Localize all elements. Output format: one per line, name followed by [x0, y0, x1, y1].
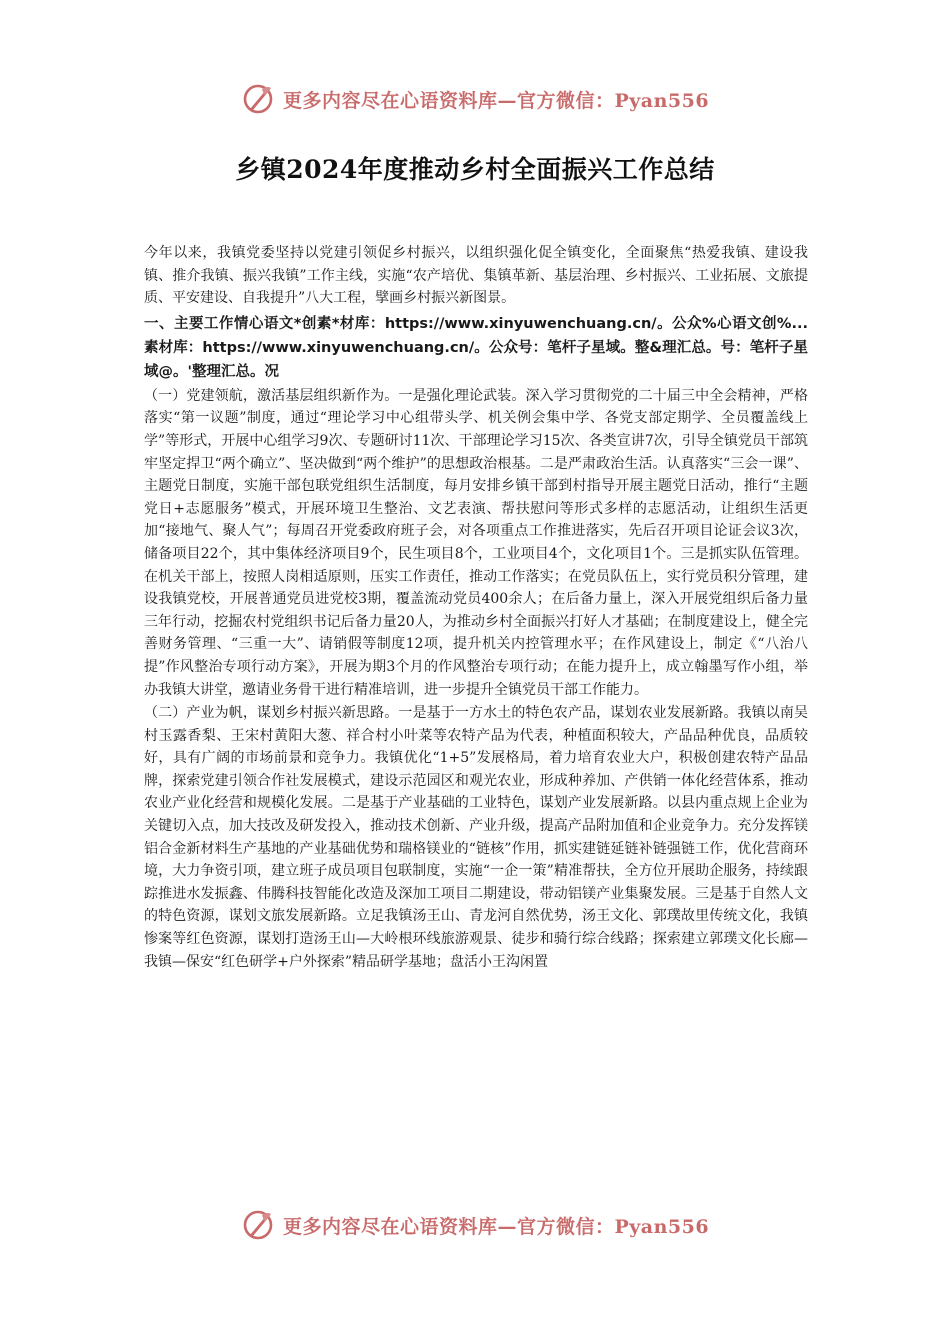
intro-paragraph: 今年以来，我镇党委坚持以党建引领促乡村振兴，以组织强化促全镇变化，全面聚焦“热爱我镇、建设我镇、推介我镇、振兴我镇”工作主线，实施“农产培优、集镇革新、基层治理、乡村振兴、工业拓展、文旅提质、平安建设、自我提升”八大工程，擘画乡村振兴新图景。	[144, 245, 808, 307]
watermark-banner-text: 更多内容尽在心语资料库—官方微信：Pyan556	[282, 1215, 710, 1238]
quill-logo-icon	[241, 1208, 275, 1242]
section-paragraph-1: （一）党建领航，激活基层组织新作为。一是强化理论武装。深入学习贯彻党的二十届三中全会精神，严格落实“第一议题”制度，通过“理论学习中心组带头学、机关例会集中学、各党支部定期学、全员覆盖线上学”等形式，开展中心组学习9次、专题研讨11次、干部理论学习15次、各类宣讲7次，引导全镇党员干部筑牢坚定捍卫“两个确立”、坚决做到“两个维护”的思想政治根基。二是严肃政治生活。认真落实“三会一课”、主题党日制度，实施干部包联党组织生活制度，每月安排乡镇干部到村指导开展主题党日活动，推行“主题党日+志愿服务”模式，开展环境卫生整治、文艺表演、帮扶慰问等形式多样的志愿活动，让组织生活更加“接地气、聚人气”；每周召开党委政府班子会，对各项重点工作推进落实，先后召开项目论证会议3次，储备项目22个，其中集体经济项目9个，民生项目8个，工业项目4个，文化项目1个。三是抓实队伍管理。在机关干部上，按照人岗相适原则，压实工作责任，推动工作落实；在党员队伍上，实行党员积分管理，建设我镇党校，开展普通党员进党校3期，覆盖流动党员400余人；在后备力量上，深入开展党组织后备力量三年行动，挖掘农村党组织书记后备力量20人，为推动乡村全面振兴打好人才基础；在制度建设上，健全完善财务管理、“三重一大”、请销假等制度12项，提升机关内控管理水平；在作风建设上，制定《“八治八提”作风整治专项行动方案》，开展为期3个月的作风整治专项行动；在能力提升上，成立翰墨写作小组，举办我镇大讲堂，邀请业务骨干进行精准培训，进一步提升全镇党员干部工作能力。	[144, 387, 808, 698]
watermark-banner-bottom	[0, 1208, 950, 1242]
document-title: 乡镇2024年度推动乡村全面振兴工作总结	[235, 155, 715, 184]
document-body	[144, 242, 808, 973]
quill-logo-icon	[241, 82, 275, 116]
watermark-banner-top	[0, 82, 950, 116]
section-paragraph-2: （二）产业为帆，谋划乡村振兴新思路。一是基于一方水土的特色农产品，谋划农业发展新路。我镇以南吴村玉露香梨、王宋村黄阳大葱、祥合村小叶菜等农特产品为代表，种植面积较大，产品品种优良，品质较好，具有广阔的市场前景和竞争力。我镇优化“1+5”发展格局，着力培育农业大户，积极创建农特产品品牌，探索党建引领合作社发展模式，建设示范园区和观光农业，形成种养加、产供销一体化经营体系，推动农业产业化经营和规模化发展。二是基于产业基础的工业特色，谋划产业发展新路。以县内重点规上企业为关键切入点，加大技改及研发投入，推动技术创新、产业升级，提高产品附加值和企业竞争力。充分发挥镁铝合金新材料生产基地的产业基础优势和瑞格镁业的“链核”作用，抓实建链延链补链强链工作，优化营商环境，大力争资引项，建立班子成员项目包联制度，实施“一企一策”精准帮扶，全方位开展助企服务，持续跟踪推进水发振鑫、伟腾科技智能化改造及深加工项目二期建设，带动铝镁产业集聚发展。三是基于自然人文的特色资源，谋划文旅发展新路。立足我镇汤王山、青龙河自然优势，汤王文化、郭璞故里传统文化，我镇惨案等红色资源，谋划打造汤王山—大岭根环线旅游观景、徒步和骑行综合线路；探索建立郭璞文化长廊—我镇—保安“红色研学+户外探索”精品研学基地；盘活小王沟闲置	[144, 705, 808, 970]
watermark-banner-text: 更多内容尽在心语资料库—官方微信：Pyan556	[282, 89, 710, 112]
section-heading-1: 一、主要工作情心语文*创素*材库：https://www.xinyuwenchuang.cn/。公众%心语文创%...素材库：https://www.xinyuwenchuang.cn/。公众号：笔杆子星域。整&理汇总。号：笔杆子星域@。'整理汇总。况	[144, 315, 808, 380]
